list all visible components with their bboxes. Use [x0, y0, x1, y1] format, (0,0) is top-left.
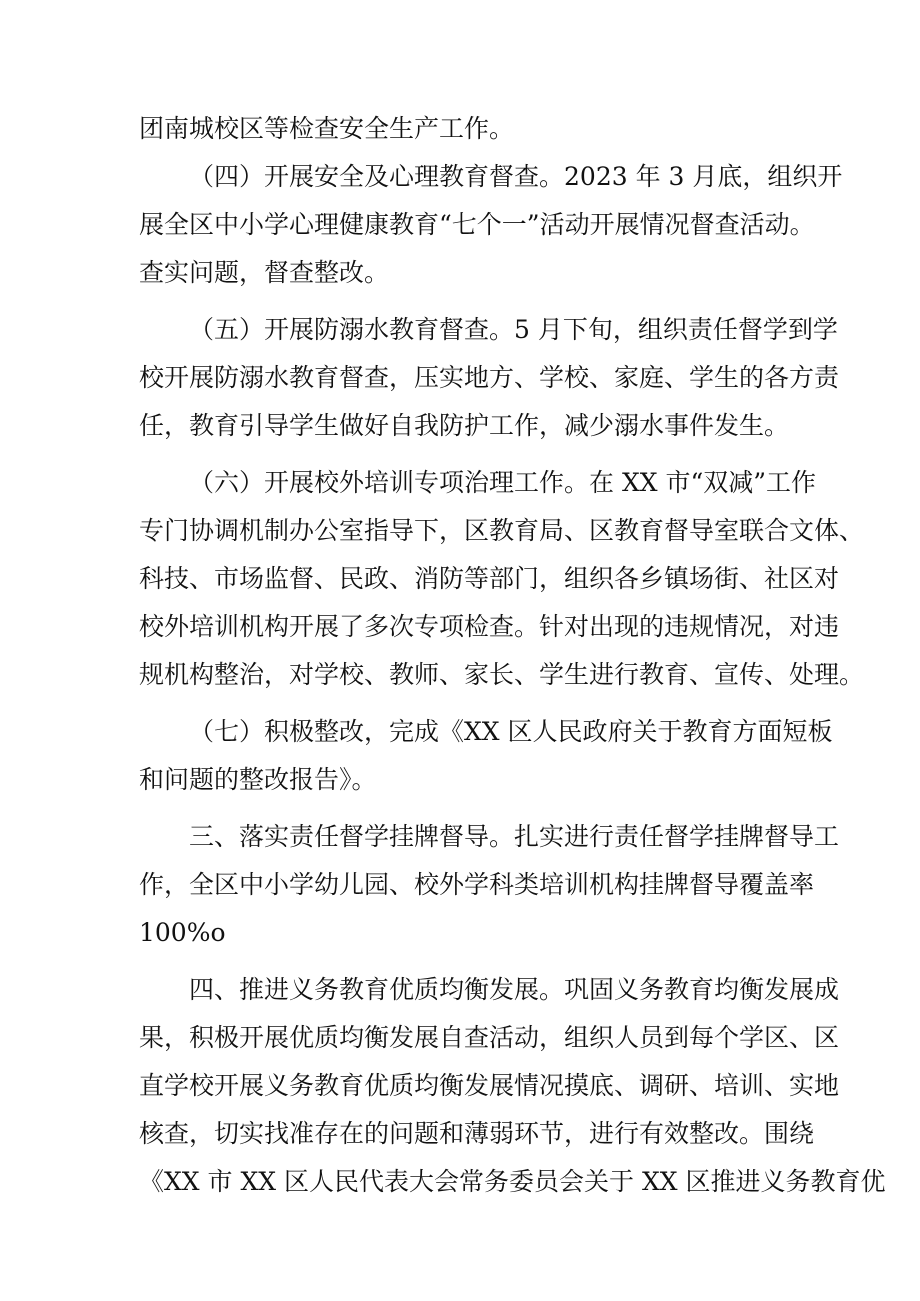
text-line: （六）开展校外培训专项治理工作。在 XX 市“双减”工作	[189, 468, 817, 497]
text-line: 核查，切实找准存在的问题和薄弱环节，进行有效整改。围绕	[139, 1119, 815, 1148]
text-line: 校开展防溺水教育督查，压实地方、学校、家庭、学生的各方责	[139, 363, 840, 392]
text-line: 三、落实责任督学挂牌督导。扎实进行责任督学挂牌督导工	[189, 822, 840, 851]
text-line: 100%o	[139, 918, 226, 947]
text-line: 和问题的整改报告》。	[139, 765, 377, 794]
text-line: 直学校开展义务教育优质均衡发展情况摸底、调研、培训、实地	[139, 1071, 840, 1100]
text-line: 规机构整治，对学校、教师、家长、学生进行教育、宣传、处理。	[139, 660, 865, 689]
text-line: 《XX 市 XX 区人民代表大会常务委员会关于 XX 区推进义务教育优	[139, 1167, 886, 1196]
text-line: 科技、市场监督、民政、消防等部门，组织各乡镇场街、社区对	[139, 564, 840, 593]
text-line: 任，教育引导学生做好自我防护工作，减少溺水事件发生。	[139, 411, 790, 440]
text-line: 四、推进义务教育优质均衡发展。巩固义务教育均衡发展成	[189, 975, 840, 1004]
text-line: 校外培训机构开展了多次专项检查。针对出现的违规情况，对违	[139, 612, 840, 641]
text-line: 查实问题，督查整改。	[139, 258, 390, 287]
text-line: （七）积极整改，完成《XX 区人民政府关于教育方面短板	[189, 717, 833, 746]
text-line: （五）开展防溺水教育督查。5 月下旬，组织责任督学到学	[189, 315, 838, 344]
text-line: 专门协调机制办公室指导下，区教育局、区教育督导室联合文体、	[139, 516, 865, 545]
text-line: 展全区中小学心理健康教育“七个一”活动开展情况督查活动。	[139, 210, 815, 239]
text-line: 作，全区中小学幼儿园、校外学科类培训机构挂牌督导覆盖率	[139, 870, 815, 899]
text-line: 团南城校区等检查安全生产工作。	[139, 114, 515, 143]
text-line: （四）开展安全及心理教育督查。2023 年 3 月底，组织开	[189, 162, 843, 191]
text-line: 果，积极开展优质均衡发展自查活动，组织人员到每个学区、区	[139, 1023, 840, 1052]
